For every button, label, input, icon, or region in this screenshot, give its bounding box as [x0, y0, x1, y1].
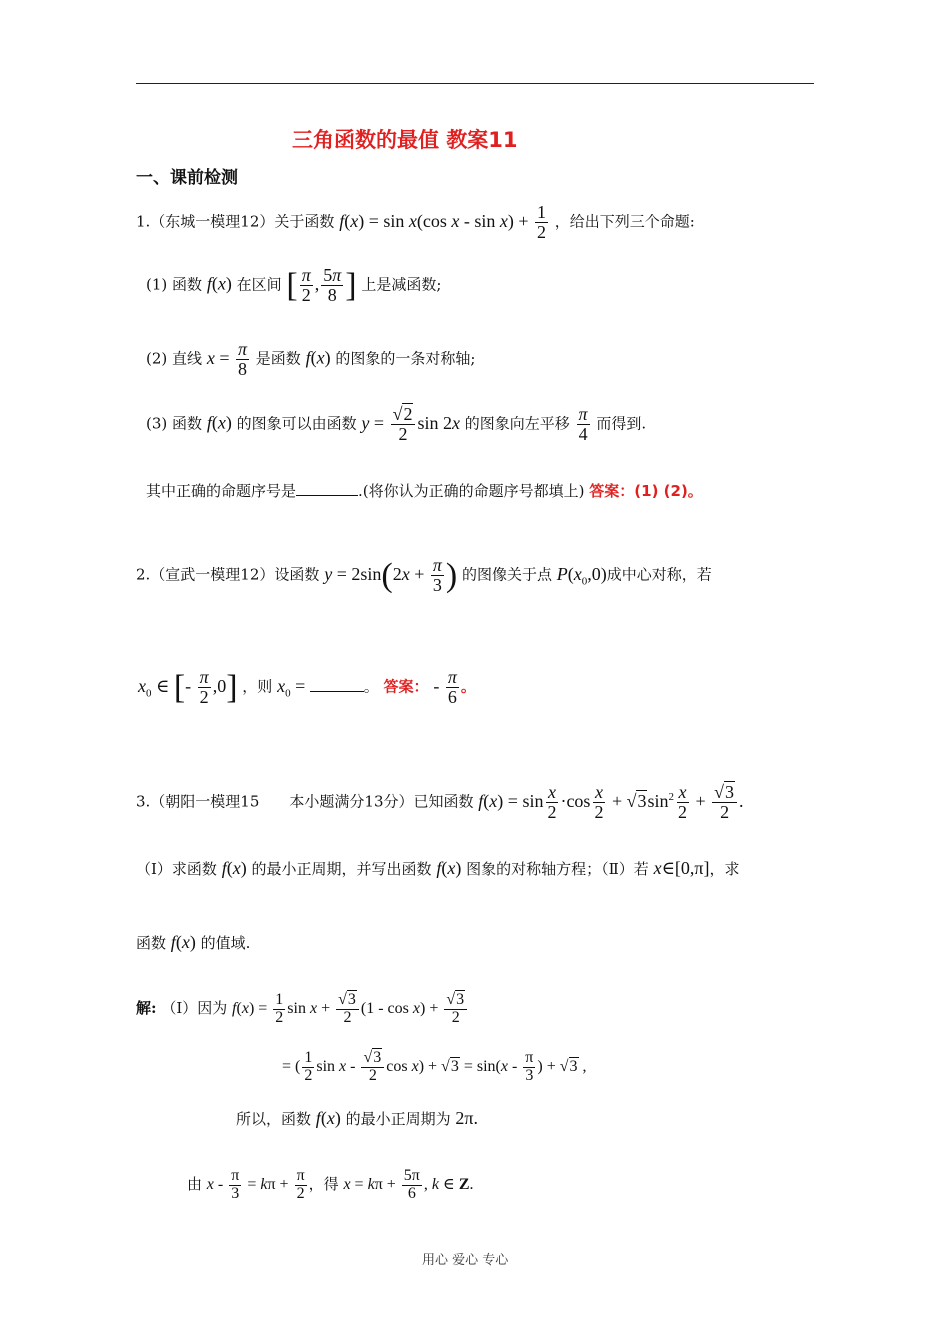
- q1-p3-text: (3) 函数: [146, 414, 203, 433]
- sol-axis: [187, 1168, 474, 1203]
- q1-ask: 其中正确的命题序号是: [146, 482, 297, 500]
- q1-function: f(x) = sin x(cos x - sin x) + $\frac{1}{2}$: [339, 202, 547, 242]
- q1-after: ，给出下列三个命题:: [554, 212, 695, 231]
- q1-prop-1: [146, 266, 441, 305]
- q1-p3-text3: 的图象向左平移: [464, 414, 570, 433]
- q3-l3b: 的值域.: [200, 934, 251, 952]
- q2-answer-end: 。: [460, 677, 476, 696]
- q3-fx3: f(x): [170, 932, 196, 952]
- sol-axis-b: ，得: [308, 1174, 339, 1193]
- sol-axis-eq: x - $\frac{\pi}{3}$ = kπ + $\frac{\pi}{2}$: [206, 1167, 305, 1202]
- sol-expr-1: f(x) = $\frac{1}{2}$ sin x + $\frac{√3}{2}$ (1 - cos x) + $\frac{√3}{2}$: [232, 1000, 469, 1017]
- sol-fx: f(x): [315, 1108, 341, 1128]
- q3-function: f(x) = sin $\frac{x}{2}$ ·cos $\frac{x}{2}$ + $√3\sin^2$ $\frac{x}{2}$ + $\frac{√3}{2}$ .: [478, 782, 744, 822]
- q3-statement: [136, 783, 744, 822]
- q1-p1-text2: 在区间: [236, 275, 282, 294]
- q3-l3a: 函数: [136, 934, 167, 952]
- sol-period-a: 所以，函数: [236, 1110, 312, 1128]
- q1-p1-interval: [ $\frac{\pi}{2}$ , $\frac{5\pi}{8}$ ]: [286, 265, 357, 305]
- q3-l2d: ，求: [709, 860, 740, 878]
- sol-period: [236, 1108, 478, 1129]
- q1-p1-text: (1) 函数: [146, 275, 203, 294]
- solution-label: 解:: [136, 998, 157, 1017]
- q1-p3-text2: 的图象可以由函数: [236, 414, 357, 433]
- sol-expr-2: = ( $\frac{1}{2}$ sin x - $\frac{√3}{2}$ cos x) + √3 = sin(x - $\frac{\pi}{3}$ ) + √3 ,: [282, 1049, 587, 1084]
- q1-ask-after: .(将你认为正确的命题序号都填上): [358, 482, 585, 500]
- q2-intro: 2.（宣武一模理12）设函数: [136, 565, 320, 584]
- q3-solution-1: [136, 992, 469, 1027]
- q3-intro: 3.（朝阳一模理15 本小题满分13分）已知函数: [136, 792, 474, 811]
- q3-fx1: f(x): [221, 858, 247, 878]
- sol-axis-a: 由: [187, 1174, 203, 1193]
- q1-p2-fx: f(x): [305, 347, 331, 368]
- header-rule: [136, 83, 814, 84]
- section-heading: 一、课前检测: [136, 168, 238, 188]
- sol-axis-result: x = kπ + $\frac{5\pi}{6}$ , k ∈ Z.: [343, 1167, 474, 1202]
- q2-blank: [310, 677, 364, 692]
- q1-p3-shift: $\frac{\pi}{4}$: [578, 404, 588, 444]
- q1-prop-2: [146, 340, 475, 379]
- q1-prop-3: [146, 405, 646, 444]
- q3-l2c: 图象的对称轴方程；（Ⅱ）若: [466, 860, 649, 878]
- q2-answer-value: - $\frac{\pi}{6}$: [433, 667, 457, 707]
- q1-p3-text4: 而得到.: [596, 414, 647, 433]
- q2-cond-after: ，则: [242, 677, 273, 696]
- q2-answer-label: 答案：: [383, 677, 429, 696]
- q1-question: [146, 480, 703, 501]
- q1-p2-line: x = $\frac{\pi}{8}$: [206, 339, 247, 379]
- sol-period-b: 的最小正周期为: [345, 1110, 451, 1128]
- page-title: 三角函数的最值 教案11: [292, 128, 518, 152]
- q2-statement: [136, 556, 712, 595]
- q3-fx2: f(x): [436, 858, 462, 878]
- q1-p3-func: y = $\frac{√2}{2}$ sin 2x: [361, 404, 460, 444]
- q3-range: x∈[0,π]: [653, 858, 710, 878]
- sol-period-value: 2π.: [455, 1108, 478, 1128]
- q1-answer: 答案：(1) (2)。: [589, 482, 703, 500]
- q3-part1: [136, 858, 740, 879]
- q1-statement: [136, 203, 695, 242]
- q1-blank: [296, 481, 358, 496]
- page-footer: 用心 爱心 专心: [422, 1253, 509, 1268]
- q2-mid: 的图像关于点: [461, 565, 552, 584]
- q1-p2-text: (2) 直线: [146, 349, 203, 368]
- q1-p3-fx: f(x): [206, 412, 232, 433]
- q1-p2-text3: 的图象的一条对称轴;: [335, 349, 476, 368]
- q3-l2b: 的最小正周期，并写出函数: [251, 860, 432, 878]
- q1-p1-text3: 上是减函数;: [361, 275, 442, 294]
- q1-p1-fx: f(x): [206, 273, 232, 294]
- q2-function: y = 2sin(2x + $\frac{\pi}{3}$ ): [324, 555, 458, 595]
- q2-end: 。: [363, 677, 379, 696]
- q1-p2-text2: 是函数: [255, 349, 301, 368]
- q2-domain: $x_0$ ∈ [- $\frac{\pi}{2}$ ,0]: [138, 667, 238, 707]
- q2-after: 成中心对称，若: [606, 565, 712, 584]
- q3-l2a: （Ⅰ）求函数: [136, 860, 217, 878]
- q2-point: $P(x_0,0)$: [556, 563, 607, 588]
- q2-condition: [138, 668, 476, 707]
- q3-part2: [136, 932, 250, 953]
- q1-intro: 1.（东城一模理12）关于函数: [136, 212, 335, 231]
- sol-because: （Ⅰ）因为: [161, 998, 228, 1017]
- q2-x0: $x_0$ =: [277, 675, 310, 700]
